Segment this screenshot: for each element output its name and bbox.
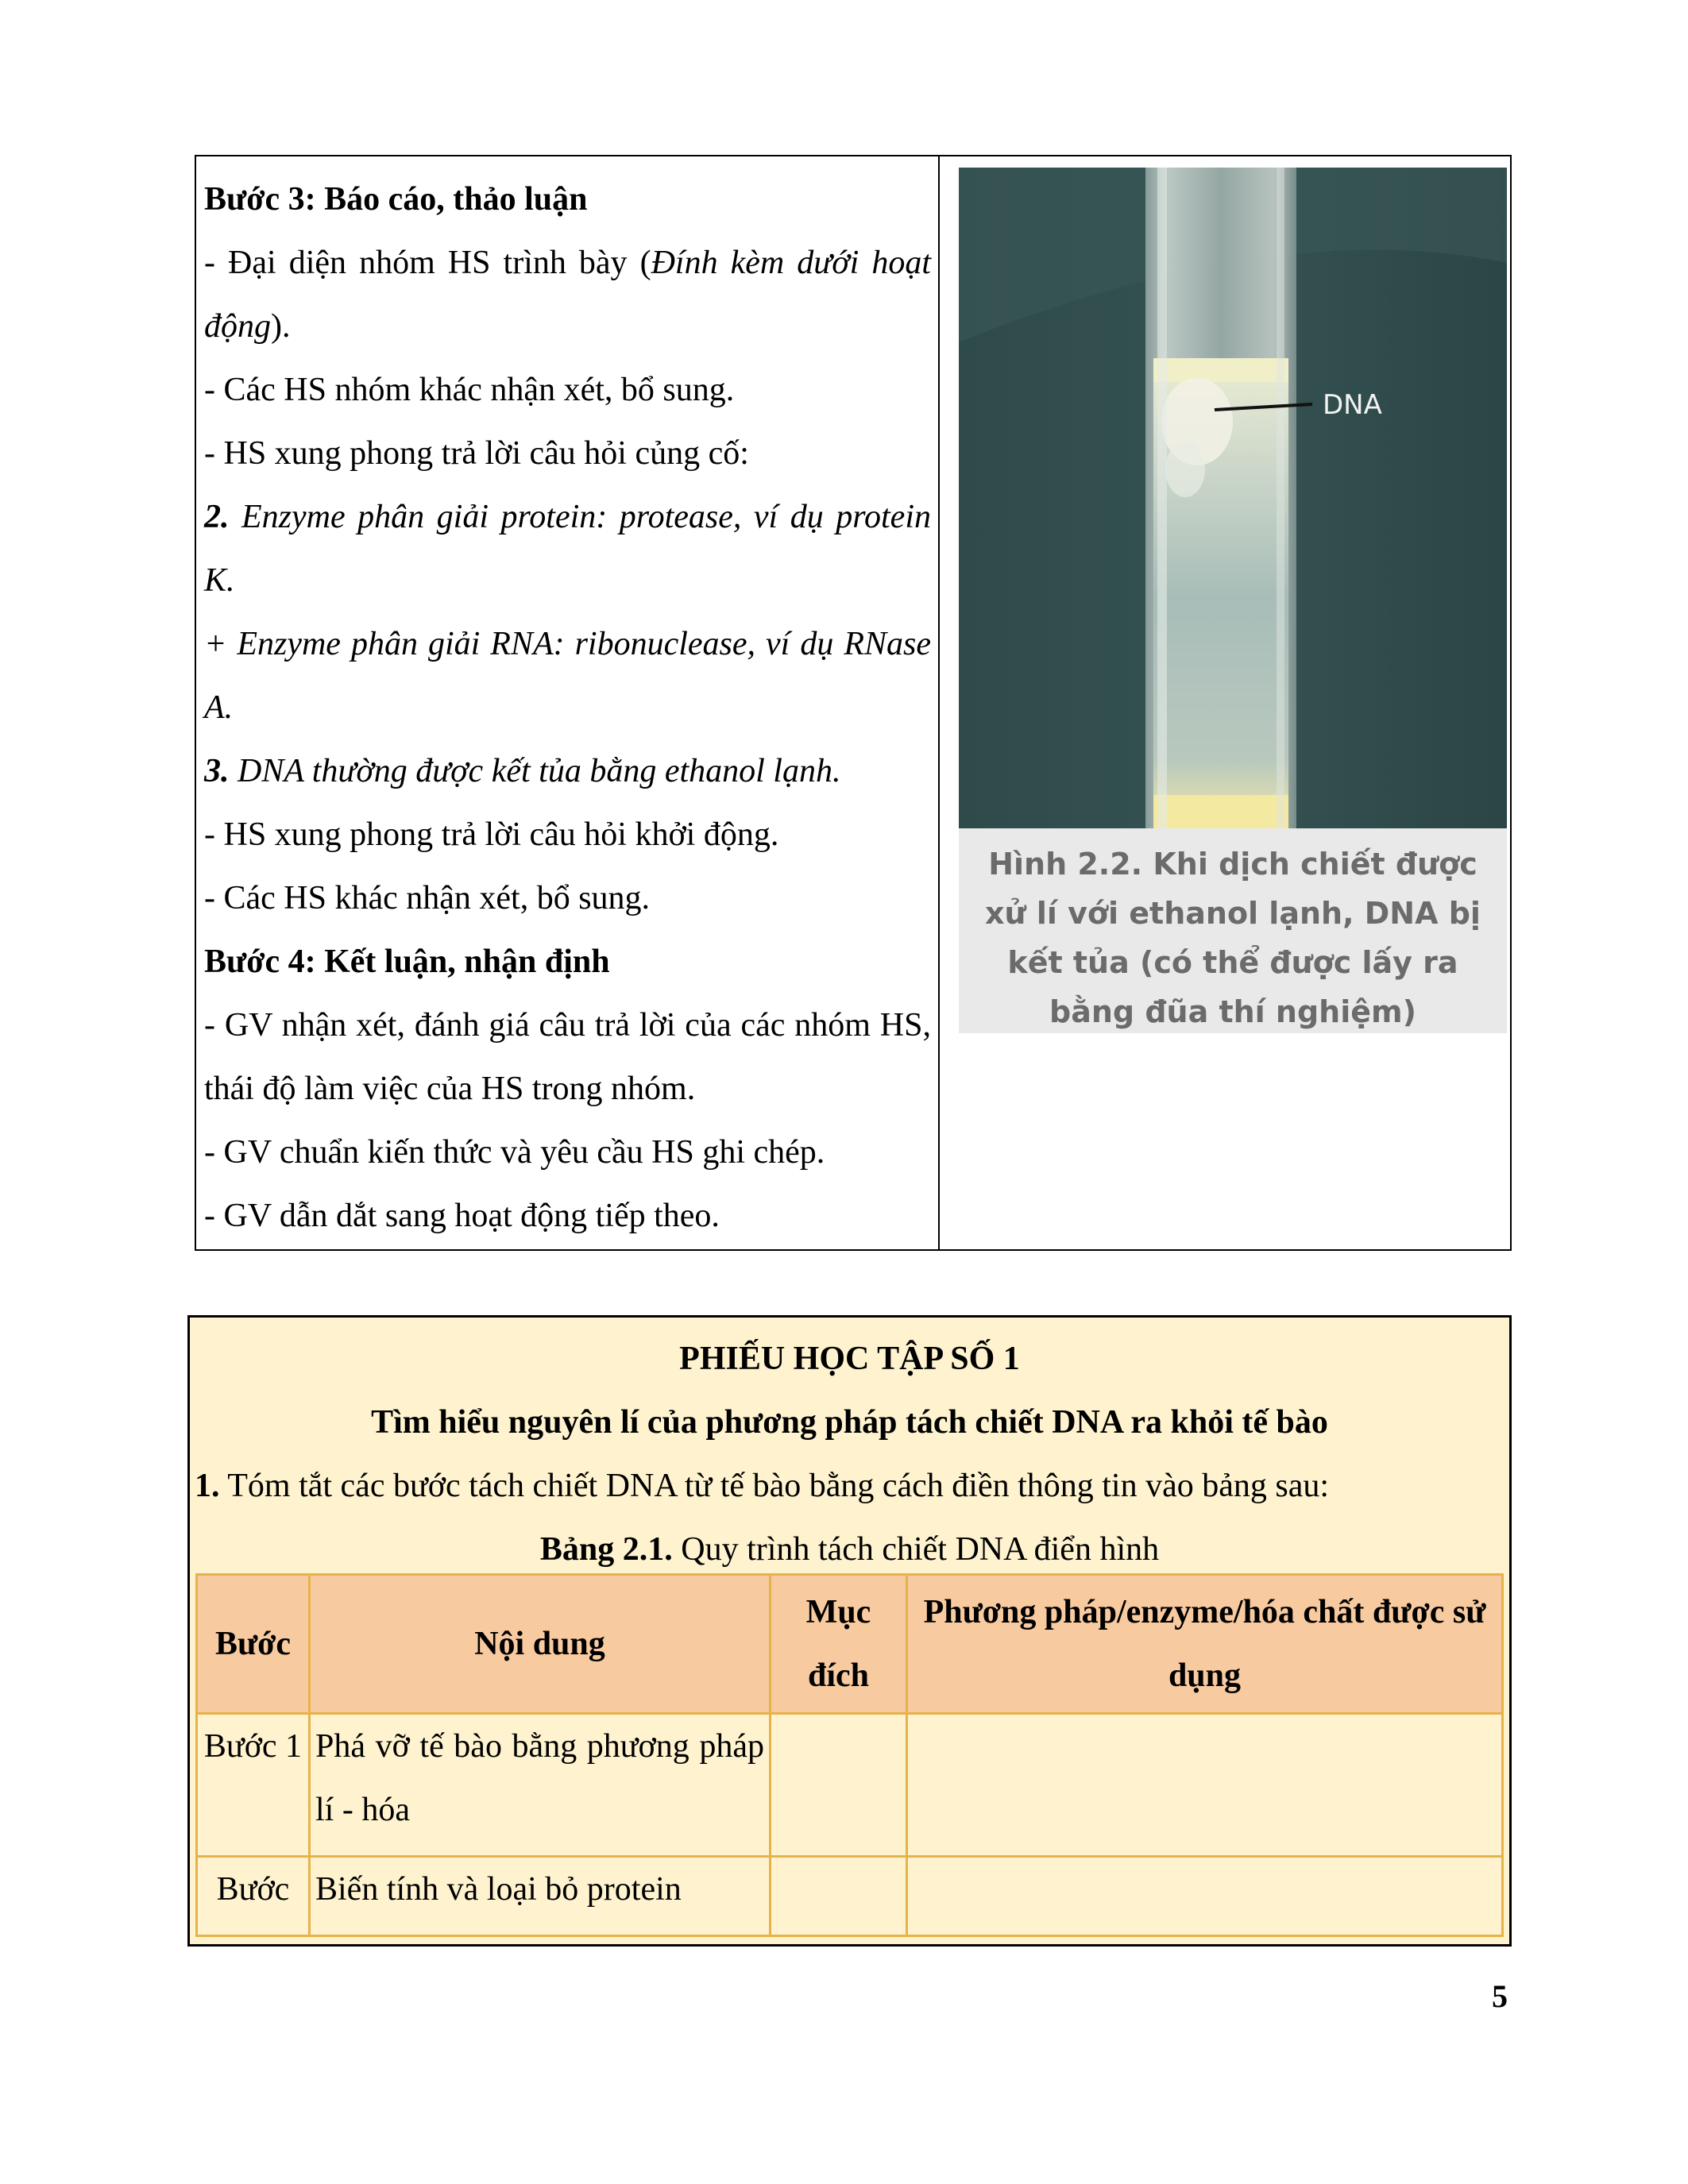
answer-2-text: Enzyme phân giải protein: protease, ví dụ protein K. <box>204 499 931 599</box>
answer-2-number: 2. <box>204 499 230 535</box>
cell-content: Phá vỡ tế bào bằng phương pháp lí - hóa <box>310 1714 771 1857</box>
table-row <box>197 1714 1503 1857</box>
conclusion-line-3: - GV dẫn dắt sang hoạt động tiếp theo. <box>204 1198 720 1234</box>
header-content: Nội dung <box>310 1575 771 1714</box>
question-1-number: 1. <box>195 1468 220 1504</box>
figure-caption: Hình 2.2. Khi dịch chiết được xử lí với ethanol lạnh, DNA bị kết tủa (có thể được lấy ra bằng đũa thí nghiệm) <box>985 847 1481 1029</box>
report-line-2: - Các HS nhóm khác nhận xét, bổ sung. <box>204 372 735 408</box>
report-column <box>204 168 931 1248</box>
step3-heading: Bước 3: Báo cáo, thảo luận <box>204 181 588 218</box>
figure-2-2 <box>959 168 1507 1041</box>
dna-label: DNA <box>1323 389 1382 421</box>
cell-step: Bước 1 <box>197 1714 310 1857</box>
worksheet-title: PHIẾU HỌC TẬP SỐ 1 <box>679 1341 1020 1377</box>
question-1 <box>195 1454 1329 1518</box>
answer-3 <box>204 739 931 803</box>
conclusion-line-2: - GV chuẩn kiến thức và yêu cầu HS ghi chép. <box>204 1134 825 1171</box>
question-1-text: Tóm tắt các bước tách chiết DNA từ tế bào bằng cách điền thông tin vào bảng sau: <box>219 1468 1330 1504</box>
answer-3-number: 3. <box>204 753 230 789</box>
table-caption-text: Quy trình tách chiết DNA điển hình <box>672 1531 1160 1568</box>
after-line-1: - HS xung phong trả lời câu hỏi khởi động. <box>204 816 779 853</box>
table-row <box>197 1857 1503 1936</box>
report-line-3: - HS xung phong trả lời câu hỏi củng cố: <box>204 435 749 472</box>
report-line-1-suffix: ). <box>271 308 291 345</box>
caption-box <box>959 828 1507 1033</box>
header-purpose: Mục đích <box>771 1575 907 1714</box>
cell-step: Bước <box>197 1857 310 1936</box>
answer-2b: + Enzyme phân giải RNA: ribonuclease, ví dụ RNase A. <box>204 626 931 726</box>
cell-purpose[interactable] <box>771 1714 907 1857</box>
column-divider <box>938 156 940 1249</box>
answer-3-text: DNA thường được kết tủa bằng ethanol lạnh. <box>229 753 841 789</box>
report-line-1-italic: Đính kèm dưới hoạt động <box>204 245 931 345</box>
page-number: 5 <box>1492 1978 1508 2014</box>
worksheet-box <box>187 1315 1512 1947</box>
table-header-row <box>197 1575 1503 1714</box>
conclusion-line-1: - GV nhận xét, đánh giá câu trả lời của các nhóm HS, thái độ làm việc của HS trong nhóm. <box>204 1007 931 1107</box>
test-tube-photo <box>959 168 1507 828</box>
after-line-2: - Các HS khác nhận xét, bổ sung. <box>204 880 651 916</box>
report-line-1-prefix: - Đại diện nhóm HS trình bày ( <box>204 245 651 281</box>
worksheet-subtitle: Tìm hiểu nguyên lí của phương pháp tách chiết DNA ra khỏi tế bào <box>371 1404 1328 1441</box>
cell-method[interactable] <box>907 1714 1503 1857</box>
table-caption-label: Bảng 2.1. <box>539 1531 673 1568</box>
header-step: Bước <box>197 1575 310 1714</box>
cell-method[interactable] <box>907 1857 1503 1936</box>
step4-heading: Bước 4: Kết luận, nhận định <box>204 943 610 980</box>
cell-content: Biến tính và loại bỏ protein <box>310 1857 771 1936</box>
table-caption <box>190 1518 1509 1581</box>
cell-purpose[interactable] <box>771 1857 907 1936</box>
answer-2 <box>204 485 931 612</box>
report-line-1 <box>204 231 931 358</box>
header-method: Phương pháp/enzyme/hóa chất được sử dụng <box>907 1575 1503 1714</box>
dna-extraction-table <box>195 1573 1504 1937</box>
activity-table <box>195 155 1512 1251</box>
